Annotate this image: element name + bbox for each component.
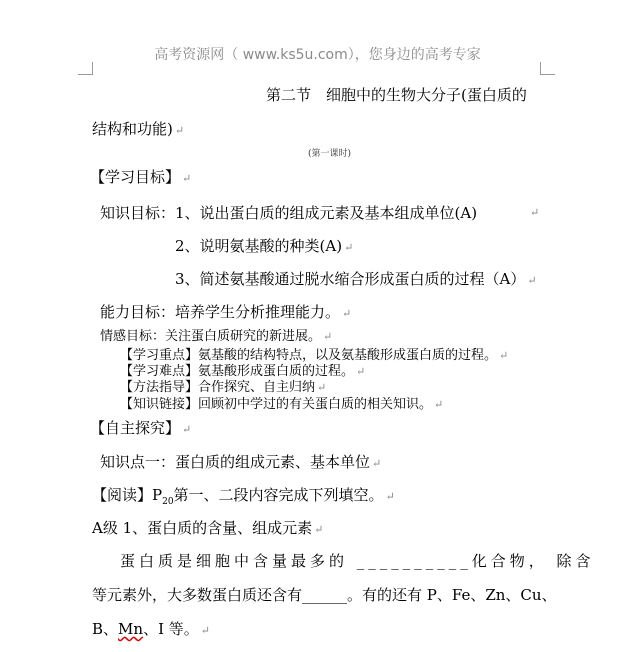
section-explore <box>90 417 191 438</box>
paragraph-mark: ↵ <box>385 490 395 503</box>
spellcheck-word: Mn <box>118 620 144 638</box>
paragraph-line-3 <box>92 618 210 639</box>
title-text-1: 第二节 细胞中的生物大分子(蛋白质的 <box>266 86 527 104</box>
paragraph-mark: ↵ <box>174 124 185 137</box>
reading-page-subscript: 20 <box>162 497 174 507</box>
paragraph-text-3a: B、 <box>92 620 119 638</box>
margin-corner-left <box>78 62 93 75</box>
reading-suffix: 第一、二段内容完成下列填空。 <box>173 486 384 504</box>
paragraph-mark: ↵ <box>342 307 352 320</box>
note-text-4: 【知识链接】回顾初中学过的有关蛋白质的相关知识。 <box>120 397 433 412</box>
knowledge-goal-text-3: 3、简述氨基酸通过脱水缩合形成蛋白质的过程（A） <box>175 270 526 288</box>
emotion-goal-text: 情感目标：关注蛋白质研究的新进展。 <box>100 329 322 344</box>
paragraph-mark: ↵ <box>182 423 192 436</box>
page-header: 高考资源网（ www.ks5u.com），您身边的高考专家 <box>154 47 481 63</box>
title-line-2 <box>92 118 184 139</box>
note-text-3: 【方法指导】合作探究、自主归纳 <box>120 380 316 395</box>
knowledge-point <box>100 451 381 472</box>
reading-instruction <box>92 484 395 507</box>
paragraph-mark: ↵ <box>527 274 537 287</box>
title-line-1 <box>266 84 527 105</box>
paragraph-text-1: 蛋白质是细胞中含量最多的 __________化合物， 除含 <box>120 552 595 570</box>
lesson-label <box>308 146 351 159</box>
note-link <box>120 393 443 412</box>
reading-prefix: 【阅读】P <box>92 486 163 504</box>
paragraph-mark: ↵ <box>356 365 366 378</box>
lesson-text: (第一课时) <box>308 149 352 159</box>
knowledge-goal-text-2: 2、说明氨基酸的种类(A) <box>175 237 343 255</box>
knowledge-goal-2 <box>175 235 353 256</box>
paragraph-text-3b: 、I 等。 <box>143 620 199 638</box>
paragraph-mark: ↵ <box>530 206 540 219</box>
paragraph-line-2 <box>92 584 557 605</box>
section-explore-text: 【自主探究】 <box>90 419 181 437</box>
paragraph-line-1 <box>120 550 595 571</box>
section-goals-text: 【学习目标】 <box>90 168 181 186</box>
level-a-heading <box>92 517 323 538</box>
paragraph-mark: ↵ <box>314 523 324 536</box>
knowledge-goal-text-1: 1、说出蛋白质的组成元素及基本组成单位(A) <box>175 204 478 222</box>
paragraph-mark: ↵ <box>372 457 382 470</box>
paragraph-text-2: 等元素外，大多数蛋白质还含有______。有的还有 P、Fe、Zn、Cu、 <box>92 586 557 604</box>
level-a-text: A级 1、蛋白质的含量、组成元素 <box>92 519 313 537</box>
paragraph-mark: ↵ <box>499 349 509 362</box>
knowledge-goal-3 <box>175 268 537 289</box>
paragraph-mark: ↵ <box>200 624 210 637</box>
knowledge-goal-label: 知识目标： <box>100 204 176 222</box>
paragraph-mark: ↵ <box>344 241 354 254</box>
margin-corner-right <box>540 62 555 75</box>
ability-goal <box>100 301 351 322</box>
paragraph-mark: ↵ <box>434 398 444 411</box>
note-text-1: 【学习重点】氨基酸的结构特点，以及氨基酸形成蛋白质的过程。 <box>120 348 498 363</box>
section-goals <box>90 166 191 187</box>
ability-goal-text: 能力目标：培养学生分析推理能力。 <box>100 303 341 321</box>
title-text-2: 结构和功能) <box>92 120 173 138</box>
paragraph-mark: ↵ <box>323 330 333 343</box>
knowledge-goal-1 <box>100 202 477 223</box>
paragraph-mark: ↵ <box>182 172 192 185</box>
paragraph-mark: ↵ <box>317 381 327 394</box>
knowledge-point-text: 知识点一：蛋白质的组成元素、基本单位 <box>100 453 371 471</box>
emotion-goal <box>100 325 332 344</box>
note-text-2: 【学习难点】氨基酸形成蛋白质的过程。 <box>120 364 355 379</box>
